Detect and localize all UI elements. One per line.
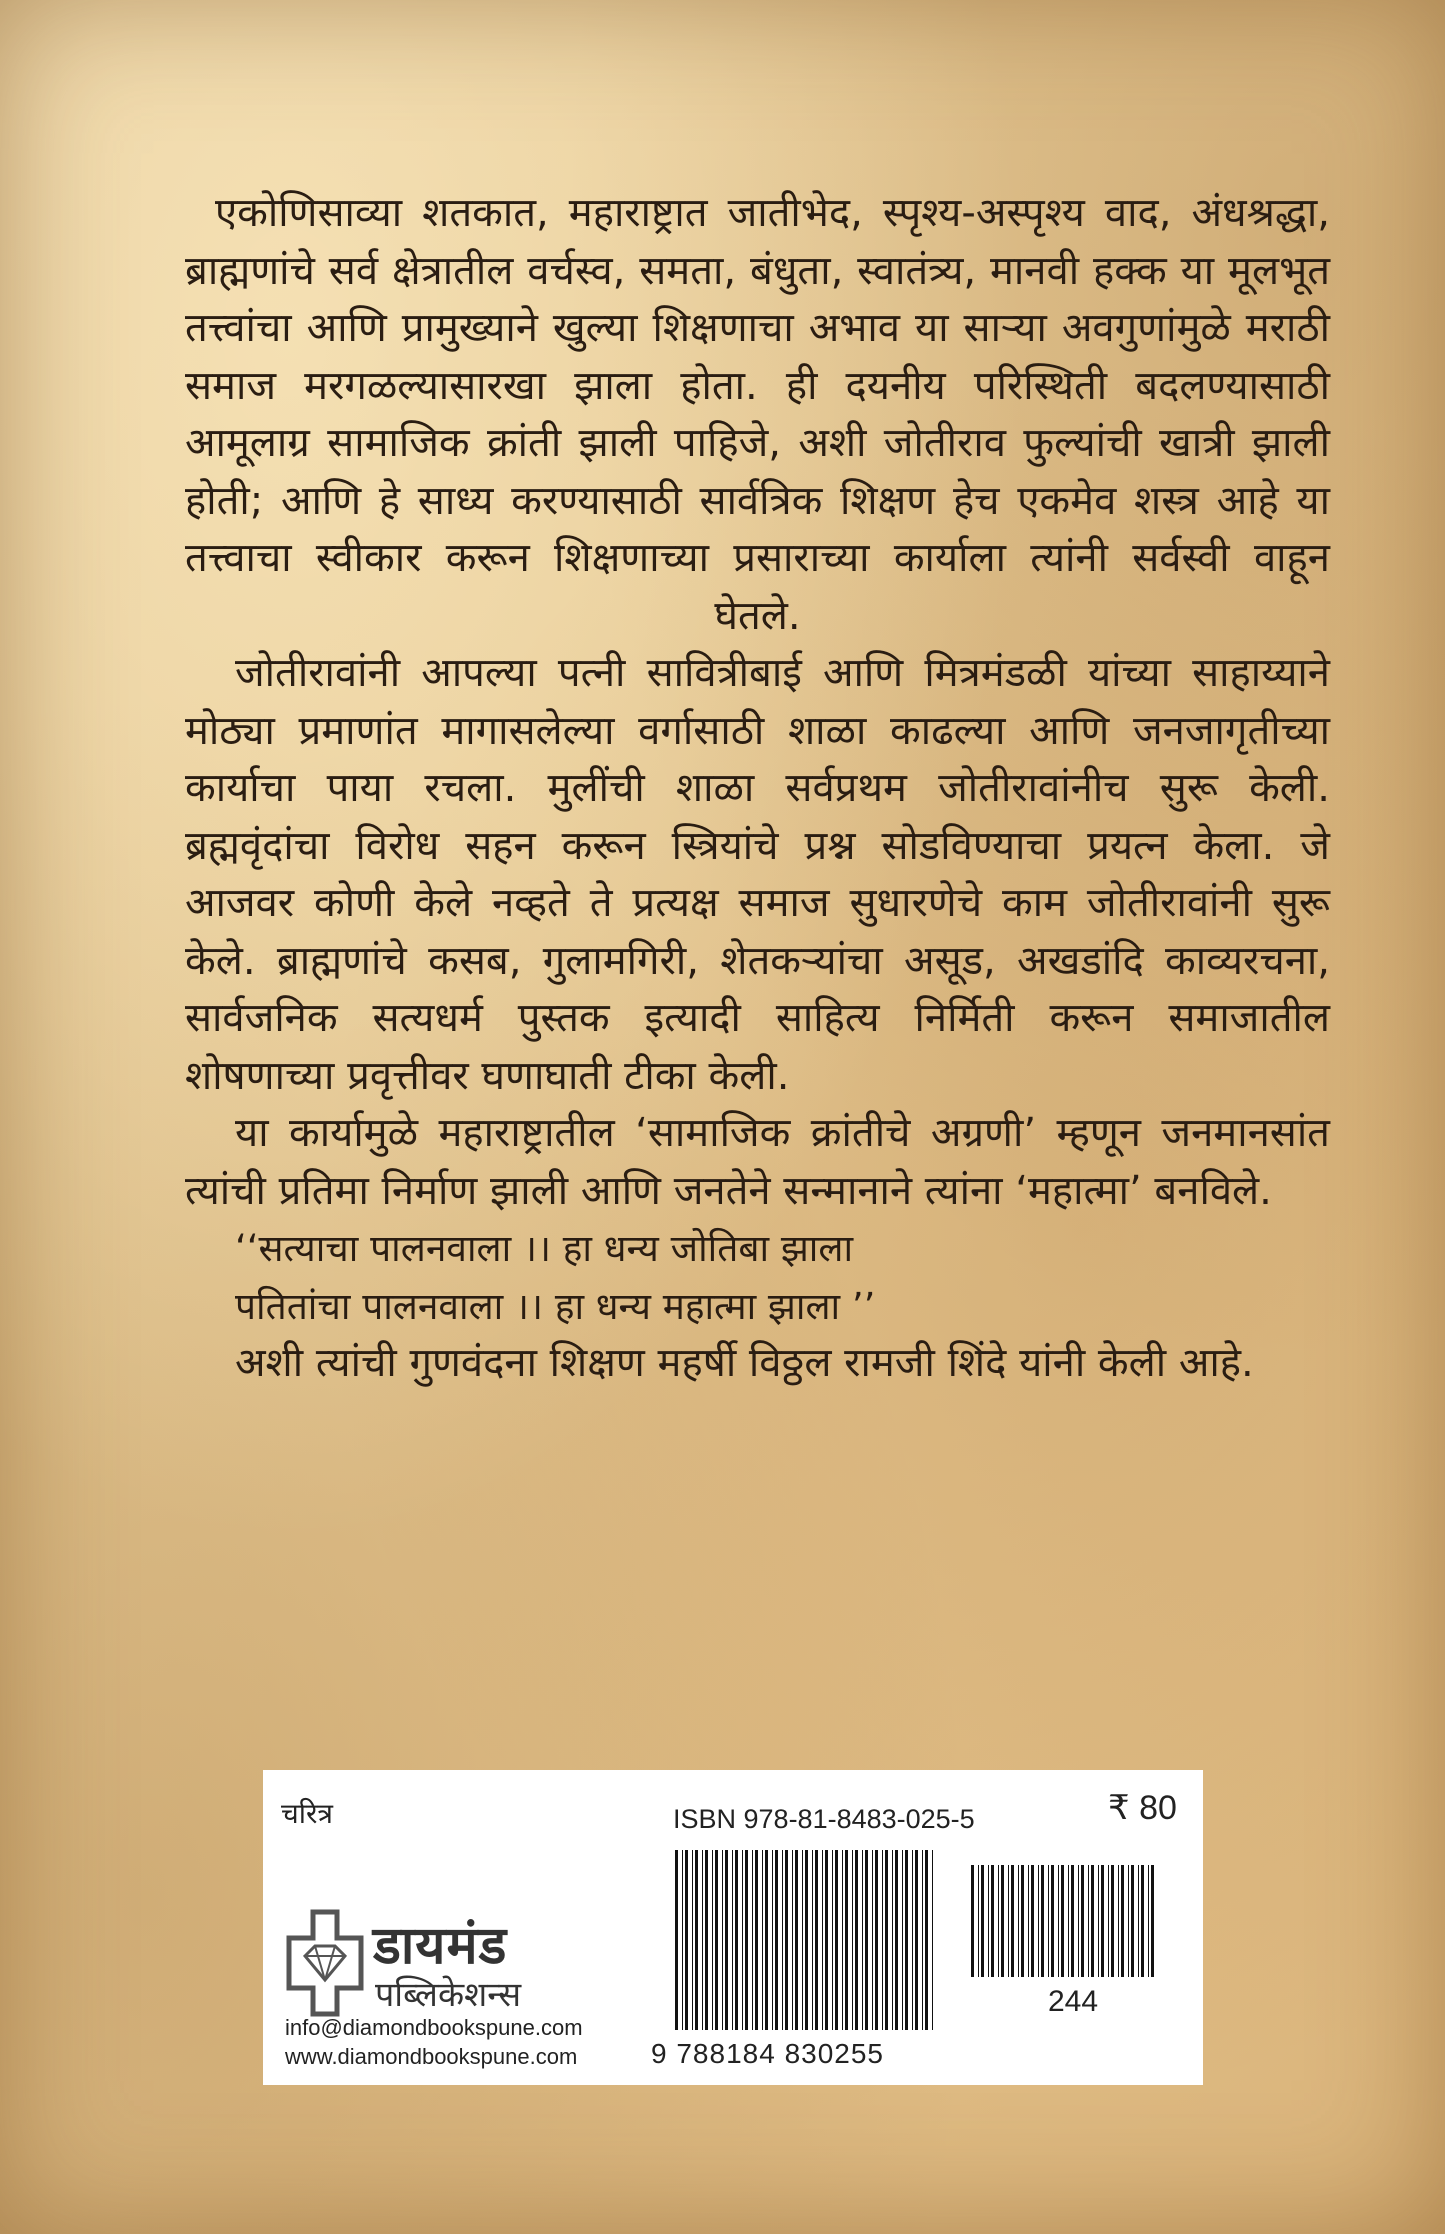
barcode-bar — [822, 1850, 823, 2030]
publisher-email: info@diamondbookspune.com — [285, 2015, 583, 2040]
barcode-bar — [875, 1850, 878, 2030]
barcode-bar — [852, 1850, 853, 2030]
barcode-bar — [802, 1850, 803, 2030]
back-cover-text — [185, 185, 1330, 1393]
barcode-bar — [745, 1850, 748, 2030]
barcode-bar — [735, 1850, 738, 2030]
barcode-bar — [885, 1850, 888, 2030]
genre-label: चरित्र — [281, 1797, 333, 1830]
barcode-bar — [1121, 1865, 1124, 1977]
barcode-bar — [812, 1850, 813, 2030]
barcode-bar — [1041, 1865, 1044, 1977]
verse — [185, 1220, 1330, 1335]
barcode-bar — [971, 1865, 974, 1977]
barcode-bar — [1111, 1865, 1114, 1977]
barcode-bar — [862, 1850, 863, 2030]
barcode-bar — [785, 1850, 788, 2030]
barcode-bar — [1101, 1865, 1104, 1977]
barcode-bar — [705, 1850, 708, 2030]
barcode-bar — [742, 1850, 743, 2030]
barcode-bar — [1028, 1865, 1029, 1977]
barcode-bar — [1078, 1865, 1079, 1977]
barcode-bar — [752, 1850, 753, 2030]
barcode-bar — [1071, 1865, 1074, 1977]
paragraph-1: एकोणिसाव्या शतकात, महाराष्ट्रात जातीभेद, स्पृश्य-अस्पृश्य वाद, अंधश्रद्धा, ब्राह्मणांचे सर्व क्षेत्रातील वर्चस्व, समता, बंधुता, स्वातंत्र्य, मानवी हक्क या मूलभूत तत्त्वांचा आणि प्रामुख्याने खुल्या शिक्षणाचा अभाव या साऱ्या अवगुणांमुळे मराठी समाज मरगळल्यासारखा झाला होता. ही दयनीय परिस्थिती बदलण्यासाठी आमूलाग्र सामाजिक क्रांती झाली पाहिजे, अशी जोतीराव फुल्यांची खात्री झाली होती; आणि हे साध्य करण्यासाठी सार्वत्रिक शिक्षण हेच एकमेव शस्त्र आहे या तत्त्वाचा स्वीकार करून शिक्षणाच्या प्रसाराच्या कार्याला त्यांनी सर्वस्वी वाहून घेतले. — [185, 190, 1330, 639]
barcode-digits: 9 788184 830255 — [651, 2038, 884, 2069]
publisher-name-line2: पब्लिकेशन्स — [375, 1975, 522, 2015]
barcode-bar — [905, 1850, 908, 2030]
barcode-bar — [775, 1850, 778, 2030]
barcode-bar — [855, 1850, 858, 2030]
barcode-bar — [845, 1850, 848, 2030]
barcode-bar — [1098, 1865, 1099, 1977]
barcode-bar — [912, 1850, 913, 2030]
barcode-bar — [892, 1850, 893, 2030]
barcode-bar — [765, 1850, 768, 2030]
addon-barcode — [969, 1865, 1159, 1977]
paragraph-2: जोतीरावांनी आपल्या पत्नी सावित्रीबाई आणि मित्रमंडळी यांच्या साहाय्याने मोठ्या प्रमाणांत मागासलेल्या वर्गासाठी शाळा काढल्या आणि जनजागृतीच्या कार्याचा पाया रचला. मुलींची शाळा सर्वप्रथम जोतीरावांनीच सुरू केली. ब्रह्मवृंदांचा विरोध सहन करून स्त्रियांचे प्रश्न सोडविण्याचा प्रयत्न केला. जे आजवर कोणी केले नव्हते ते प्रत्यक्ष समाज सुधारणेचे काम जोतीरावांनी सुरू केले. ब्राह्मणांचे कसब, गुलामगिरी, शेतकऱ्यांचा असूड, अखडांदि काव्यरचना, सार्वजनिक सत्यधर्म पुस्तक इत्यादी साहित्य निर्मिती करून समाजातील शोषणाच्या प्रवृत्तीवर घणाघाती टीका केली. — [185, 650, 1330, 1099]
barcode-bar — [842, 1850, 843, 2030]
barcode-bar — [1018, 1865, 1019, 1977]
diamond-cross-icon — [285, 1908, 365, 2018]
barcode-bar — [725, 1850, 728, 2030]
barcode-bar — [998, 1865, 999, 1977]
barcode-bar — [1058, 1865, 1059, 1977]
barcode-bar — [978, 1865, 979, 1977]
barcode-bar — [682, 1850, 683, 2030]
barcode-bar — [792, 1850, 793, 2030]
barcode-bar — [1141, 1865, 1144, 1977]
barcode-bar — [835, 1850, 838, 2030]
barcode-bar — [865, 1850, 868, 2030]
barcode-bar — [1038, 1865, 1039, 1977]
publisher-name-line1: डायमंड — [373, 1916, 508, 1976]
barcode-bar — [755, 1850, 758, 2030]
paragraph-3: या कार्यामुळे महाराष्ट्रातील ‘सामाजिक क्रांतीचे अग्रणी’ म्हणून जनमानसांत त्यांची प्रतिमा निर्माण झाली आणि जनतेने सन्मानाने त्यांना ‘महात्मा’ बनविले. — [185, 1110, 1330, 1214]
barcode-bar — [675, 1850, 678, 2030]
isbn-text: ISBN 978-81-8483-025-5 — [673, 1804, 975, 1834]
verse-line-2: पतितांचा पालनवाला ।। हा धन्य महात्मा झाला ’’ — [235, 1284, 876, 1328]
barcode-bar — [1138, 1865, 1139, 1977]
barcode-bar — [1001, 1865, 1004, 1977]
barcode-bar — [815, 1850, 818, 2030]
barcode-bar — [1118, 1865, 1119, 1977]
barcode-bar — [692, 1850, 693, 2030]
barcode-bar — [772, 1850, 773, 2030]
barcode-bar — [1051, 1865, 1054, 1977]
barcode-bar — [872, 1850, 873, 2030]
barcode-bar — [1148, 1865, 1149, 1977]
barcode-bar — [895, 1850, 898, 2030]
barcode-bar — [825, 1850, 828, 2030]
isbn-barcode — [673, 1850, 935, 2030]
barcode-bar — [1021, 1865, 1024, 1977]
barcode-bar — [732, 1850, 733, 2030]
barcode-bar — [795, 1850, 798, 2030]
barcode-bar — [1048, 1865, 1049, 1977]
barcode-bar — [1128, 1865, 1129, 1977]
barcode-bar — [922, 1850, 923, 2030]
barcode-bar — [1131, 1865, 1134, 1977]
addon-code: 244 — [1048, 1985, 1099, 2018]
barcode-bar — [695, 1850, 698, 2030]
price-text: ₹ 80 — [1108, 1789, 1177, 1827]
barcode-bar — [1091, 1865, 1094, 1977]
barcode-bar — [988, 1865, 989, 1977]
barcode-bar — [685, 1850, 688, 2030]
barcode-bar — [805, 1850, 808, 2030]
barcode-bar — [925, 1850, 928, 2030]
barcode-bar — [981, 1865, 984, 1977]
barcode-bar — [1008, 1865, 1009, 1977]
publisher-logo — [285, 1908, 540, 2020]
barcode-bar — [1011, 1865, 1014, 1977]
barcode-bar — [762, 1850, 763, 2030]
barcode-bar — [702, 1850, 703, 2030]
barcode-bar — [722, 1850, 723, 2030]
book-label-box — [263, 1770, 1203, 2085]
barcode-bar — [915, 1850, 918, 2030]
barcode-bar — [1088, 1865, 1089, 1977]
barcode-bar — [1081, 1865, 1084, 1977]
barcode-bar — [882, 1850, 883, 2030]
verse-line-1: ‘‘सत्याचा पालनवाला ।। हा धन्य जोतिबा झाला — [235, 1227, 854, 1270]
barcode-bar — [1031, 1865, 1034, 1977]
barcode-bar — [1068, 1865, 1069, 1977]
barcode-bar — [991, 1865, 994, 1977]
barcode-bar — [1108, 1865, 1109, 1977]
publisher-website: www.diamondbookspune.com — [285, 2044, 578, 2069]
barcode-bar — [1061, 1865, 1064, 1977]
barcode-bar — [715, 1850, 718, 2030]
barcode-bar — [1151, 1865, 1154, 1977]
closing-paragraph: अशी त्यांची गुणवंदना शिक्षण महर्षी विठ्ठल रामजी शिंदे यांनी केली आहे. — [235, 1340, 1254, 1386]
barcode-bar — [712, 1850, 713, 2030]
barcode-bar — [832, 1850, 833, 2030]
barcode-bar — [932, 1850, 933, 2030]
barcode-bar — [782, 1850, 783, 2030]
barcode-bar — [902, 1850, 903, 2030]
